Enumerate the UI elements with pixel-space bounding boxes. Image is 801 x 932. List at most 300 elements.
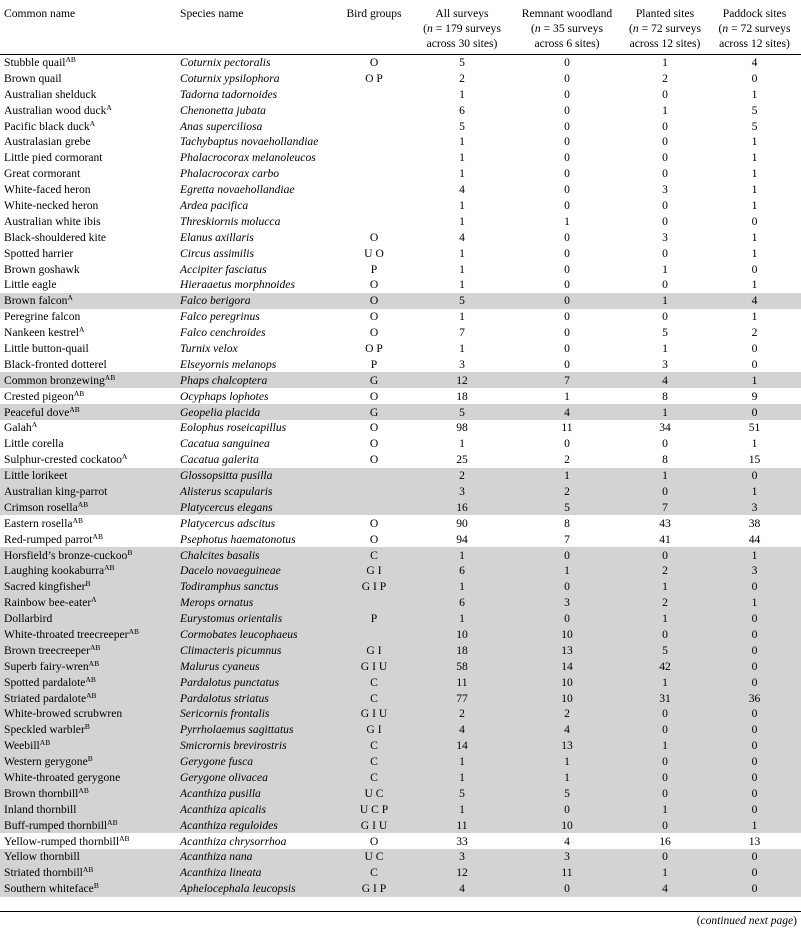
footnote-marker: A — [79, 325, 85, 335]
footnote-marker: A — [67, 293, 73, 303]
paddock-sites-cell: 1 — [751, 230, 758, 244]
species-name-cell: Platycercus elegans — [176, 499, 336, 515]
all-surveys-cell: 4 — [459, 230, 465, 244]
paddock-sites-cell: 1 — [751, 87, 758, 101]
common-name-cell — [0, 150, 176, 166]
bird-groups-cell — [336, 102, 412, 118]
common-name-cell — [0, 801, 176, 817]
species-name-cell: Falco peregrinus — [180, 310, 260, 324]
footnote-marker: A — [106, 102, 112, 112]
species-name-cell: Acanthiza pusilla — [176, 785, 336, 801]
common-name-cell — [0, 611, 176, 627]
common-name: Rainbow bee-eater — [4, 596, 92, 610]
table-row — [0, 627, 801, 643]
remnant-woodland-cell: 2 — [512, 706, 622, 722]
paddock-sites-cell: 0 — [708, 881, 801, 897]
common-name-cell — [0, 499, 176, 515]
paddock-sites-cell: 1 — [751, 437, 758, 451]
paddock-sites-cell: 5 — [751, 103, 758, 117]
common-name: Striated thornbill — [4, 866, 83, 880]
paddock-sites-cell: 1 — [751, 278, 758, 292]
table-row — [0, 722, 801, 738]
table-row — [0, 452, 801, 468]
all-surveys-cell: 1 — [412, 579, 512, 595]
table-row — [0, 118, 801, 134]
planted-sites-cell: 43 — [659, 516, 671, 530]
all-surveys-cell: 4 — [412, 881, 512, 897]
planted-sites-cell: 0 — [662, 437, 668, 451]
species-name-cell: Turnix velox — [180, 341, 238, 355]
all-surveys-cell: 1 — [459, 246, 465, 260]
bird-groups-cell: U O — [364, 246, 384, 260]
common-name: Common bronzewing — [4, 373, 105, 387]
species-name-cell: Sericornis frontalis — [176, 706, 336, 722]
header-line: Bird groups — [346, 7, 402, 20]
remnant-woodland-cell: 10 — [512, 817, 622, 833]
table-row — [0, 261, 801, 277]
remnant-woodland-cell: 0 — [564, 135, 570, 149]
common-name: Crimson rosella — [4, 500, 78, 514]
common-name: Yellow thornbill — [4, 850, 80, 864]
all-surveys-cell: 5 — [459, 55, 465, 69]
planted-sites-cell: 0 — [662, 198, 668, 212]
remnant-woodland-cell: 14 — [512, 658, 622, 674]
remnant-woodland-cell: 1 — [512, 468, 622, 484]
table-row — [0, 468, 801, 484]
bird-groups-cell: G I U — [336, 658, 412, 674]
bird-groups-cell — [336, 213, 412, 229]
bird-groups-cell: C — [336, 865, 412, 881]
all-surveys-cell: 3 — [412, 849, 512, 865]
all-surveys-cell: 58 — [412, 658, 512, 674]
planted-sites-cell: 41 — [659, 532, 671, 546]
remnant-woodland-cell: 0 — [564, 357, 570, 371]
bird-groups-cell: P — [370, 262, 378, 276]
remnant-woodland-cell: 0 — [564, 119, 570, 133]
paddock-sites-cell: 1 — [708, 817, 801, 833]
continued-note — [697, 915, 797, 927]
common-name-cell — [0, 293, 176, 309]
remnant-woodland-cell: 1 — [512, 563, 622, 579]
common-name-cell — [0, 277, 176, 293]
footnote-marker: AB — [77, 499, 89, 509]
planted-sites-cell: 1 — [622, 579, 708, 595]
species-name-cell: Ocyphaps lophotes — [180, 389, 269, 403]
table-row — [0, 658, 801, 674]
all-surveys-cell: 2 — [459, 71, 465, 85]
species-name-cell: Egretta novaehollandiae — [180, 183, 295, 197]
remnant-woodland-cell: 2 — [564, 453, 570, 467]
table-row — [0, 277, 801, 293]
paddock-sites-cell: 0 — [708, 849, 801, 865]
common-name-cell — [0, 531, 176, 547]
planted-sites-cell: 0 — [622, 817, 708, 833]
planted-sites-cell: 1 — [662, 341, 668, 355]
all-surveys-cell: 33 — [456, 834, 468, 848]
common-name: Australian wood duck — [4, 103, 107, 117]
paddock-sites-cell: 1 — [751, 183, 758, 197]
common-name: Australasian grebe — [4, 135, 91, 149]
planted-sites-cell: 3 — [662, 357, 668, 371]
species-name-cell: Acanthiza apicalis — [176, 801, 336, 817]
species-name-cell: Tadorna tadornoides — [180, 87, 278, 101]
bird-groups-cell — [336, 86, 412, 102]
common-name: Speckled warbler — [4, 723, 85, 737]
species-name-cell: Acanthiza lineata — [176, 865, 336, 881]
common-name: Horsfield’s bronze-cuckoo — [4, 548, 128, 562]
planted-sites-cell: 5 — [622, 642, 708, 658]
bird-groups-cell: O — [369, 437, 379, 451]
table-row — [0, 579, 801, 595]
species-name-cell: Platycercus adscitus — [180, 516, 276, 530]
common-name-cell — [0, 134, 176, 150]
remnant-woodland-cell: 5 — [512, 499, 622, 515]
table-row — [0, 229, 801, 245]
planted-sites-cell: 7 — [622, 499, 708, 515]
bird-groups-cell — [336, 150, 412, 166]
paddock-sites-cell: 4 — [708, 293, 801, 309]
table-row — [0, 499, 801, 515]
bird-groups-cell: G I — [336, 642, 412, 658]
common-name: Peaceful dove — [4, 405, 70, 419]
planted-sites-cell: 0 — [662, 87, 668, 101]
species-name-cell: Hieraaetus morphnoides — [180, 278, 295, 292]
all-surveys-cell: 1 — [459, 341, 465, 355]
paddock-sites-cell: 1 — [751, 246, 758, 260]
common-name-cell — [0, 54, 176, 70]
common-name-cell — [0, 658, 176, 674]
paddock-sites-cell: 1 — [708, 547, 801, 563]
common-name: Superb fairy-wren — [4, 659, 89, 673]
bird-groups-cell: O — [369, 55, 379, 69]
all-surveys-cell: 1 — [459, 167, 465, 181]
all-surveys-cell: 2 — [412, 706, 512, 722]
common-name-cell — [0, 213, 176, 229]
remnant-woodland-cell: 7 — [512, 372, 622, 388]
common-name: Eastern rosella — [4, 516, 73, 530]
common-name-cell — [0, 86, 176, 102]
footnote-marker: AB — [88, 658, 100, 668]
planted-sites-cell: 1 — [622, 404, 708, 420]
footnote-marker: AB — [82, 865, 94, 875]
remnant-woodland-cell: 10 — [512, 627, 622, 643]
paddock-sites-cell: 1 — [708, 372, 801, 388]
table-row — [0, 54, 801, 70]
table-row — [0, 674, 801, 690]
common-name-cell — [0, 70, 176, 86]
bird-groups-cell: G — [336, 372, 412, 388]
planted-sites-cell: 1 — [622, 865, 708, 881]
remnant-woodland-cell: 1 — [564, 214, 570, 228]
all-surveys-cell: 12 — [412, 865, 512, 881]
remnant-woodland-cell: 0 — [512, 801, 622, 817]
paddock-sites-cell: 0 — [708, 404, 801, 420]
common-name: Australian white ibis — [4, 214, 101, 228]
bird-groups-cell: G I U — [336, 817, 412, 833]
header-common-name — [0, 2, 176, 54]
all-surveys-cell: 1 — [412, 754, 512, 770]
table-row — [0, 531, 801, 547]
common-name-cell — [0, 484, 176, 500]
paddock-sites-cell: 0 — [708, 642, 801, 658]
paddock-sites-cell: 51 — [748, 421, 761, 435]
remnant-woodland-cell: 2 — [512, 484, 622, 500]
species-name-cell: Geopelia placida — [176, 404, 336, 420]
planted-sites-cell: 0 — [622, 849, 708, 865]
bird-groups-cell — [336, 182, 412, 198]
common-name-cell — [0, 881, 176, 897]
common-name: Buff-rumped thornbill — [4, 818, 108, 832]
planted-sites-cell: 34 — [659, 421, 671, 435]
header-line: (n = 72 surveys — [718, 22, 791, 35]
planted-sites-cell: 0 — [622, 547, 708, 563]
all-surveys-cell: 1 — [459, 278, 465, 292]
header-line: Paddock sites — [722, 7, 787, 20]
bird-groups-cell — [336, 198, 412, 214]
bird-groups-cell: O — [336, 293, 412, 309]
planted-sites-cell: 0 — [662, 119, 668, 133]
common-name: Black-shouldered kite — [4, 230, 107, 244]
common-name: White-throated treecreeper — [4, 628, 129, 641]
paddock-sites-cell: 38 — [748, 516, 761, 530]
common-name: Brown goshawk — [4, 262, 80, 276]
common-name-cell — [0, 563, 176, 579]
table-row — [0, 245, 801, 261]
paddock-sites-cell: 0 — [708, 770, 801, 786]
species-name-cell: Falco cenchroides — [180, 326, 266, 340]
bird-groups-cell: C — [336, 738, 412, 754]
header-line: All surveys — [435, 7, 489, 20]
common-name-cell — [0, 785, 176, 801]
paddock-sites-cell: 0 — [708, 785, 801, 801]
species-name-cell: Coturnix ypsilophora — [180, 71, 280, 85]
footnote-marker: AB — [104, 563, 115, 573]
table-row — [0, 785, 801, 801]
species-name-cell: Elseyornis melanops — [180, 357, 277, 371]
header-line: (n = 35 surveys — [531, 22, 603, 35]
planted-sites-cell: 8 — [662, 389, 668, 403]
common-name: White-necked heron — [4, 198, 99, 212]
common-name: Red-rumped parrot — [4, 532, 93, 546]
planted-sites-cell: 1 — [622, 738, 708, 754]
table-row — [0, 706, 801, 722]
header-line: across 12 sites) — [719, 37, 790, 50]
remnant-woodland-cell: 0 — [564, 71, 570, 85]
species-name-cell: Cacatua sanguinea — [180, 437, 270, 451]
all-surveys-cell: 98 — [456, 421, 468, 435]
common-name-cell — [0, 579, 176, 595]
species-name-cell: Pardalotus punctatus — [176, 674, 336, 690]
bird-groups-cell: C — [336, 754, 412, 770]
header-line: Common name — [4, 7, 76, 20]
all-surveys-cell: 2 — [412, 468, 512, 484]
common-name-cell — [0, 595, 176, 611]
planted-sites-cell: 0 — [662, 278, 668, 292]
table-bottom-rule — [0, 911, 801, 912]
all-surveys-cell: 6 — [459, 103, 465, 117]
remnant-woodland-cell: 0 — [512, 547, 622, 563]
header-line: (n = 72 surveys — [629, 22, 701, 35]
planted-sites-cell: 1 — [662, 262, 668, 276]
common-name: Dollarbird — [4, 612, 53, 626]
species-name-cell: Tachybaptus novaehollandiae — [180, 135, 319, 149]
species-name-cell: Cormobates leucophaeus — [176, 627, 336, 643]
common-name: Southern whiteface — [4, 882, 94, 896]
species-name-cell: Chalcites basalis — [176, 547, 336, 563]
common-name-cell — [0, 849, 176, 865]
all-surveys-cell: 6 — [412, 595, 512, 611]
table-row — [0, 388, 801, 404]
paddock-sites-cell: 0 — [708, 801, 801, 817]
species-name-cell: Gerygone fusca — [176, 754, 336, 770]
bird-groups-cell — [336, 468, 412, 484]
header-all-surveys — [412, 2, 512, 54]
paddock-sites-cell: 1 — [708, 595, 801, 611]
planted-sites-cell: 0 — [622, 770, 708, 786]
planted-sites-cell: 0 — [662, 214, 668, 228]
remnant-woodland-cell: 0 — [564, 87, 570, 101]
planted-sites-cell: 0 — [622, 706, 708, 722]
bird-groups-cell: G I P — [336, 579, 412, 595]
common-name-cell — [0, 515, 176, 531]
remnant-woodland-cell: 0 — [564, 437, 570, 451]
all-surveys-cell: 1 — [412, 547, 512, 563]
paddock-sites-cell: 3 — [708, 499, 801, 515]
footnote-marker: B — [87, 754, 93, 764]
remnant-woodland-cell: 0 — [564, 167, 570, 181]
table-row — [0, 817, 801, 833]
common-name: Little corella — [4, 437, 64, 451]
table-row — [0, 865, 801, 881]
planted-sites-cell: 0 — [662, 246, 668, 260]
planted-sites-cell: 1 — [662, 55, 668, 69]
planted-sites-cell: 2 — [622, 563, 708, 579]
all-surveys-cell: 12 — [412, 372, 512, 388]
bird-groups-cell: O P — [365, 341, 383, 355]
planted-sites-cell: 1 — [622, 468, 708, 484]
paddock-sites-cell: 0 — [751, 71, 758, 85]
paddock-sites-cell: 0 — [708, 738, 801, 754]
common-name-cell — [0, 468, 176, 484]
common-name: Spotted harrier — [4, 246, 74, 260]
bird-groups-cell: P — [336, 611, 412, 627]
common-name: Peregrine falcon — [4, 310, 81, 324]
table-row — [0, 341, 801, 357]
bird-groups-cell: O — [369, 230, 379, 244]
paddock-sites-cell: 0 — [708, 579, 801, 595]
paddock-sites-cell: 1 — [751, 151, 758, 165]
species-name-cell: Todiramphus sanctus — [176, 579, 336, 595]
paddock-sites-cell: 0 — [708, 722, 801, 738]
all-surveys-cell: 1 — [459, 87, 465, 101]
common-name: Australian king-parrot — [4, 484, 108, 498]
species-name-cell: Gerygone olivacea — [176, 770, 336, 786]
footnote-marker: AB — [86, 690, 97, 700]
bird-groups-cell: O — [369, 278, 379, 292]
continued-close-paren: ) — [793, 915, 797, 927]
common-name: Little eagle — [4, 278, 57, 292]
continued-open-paren: ( — [696, 915, 701, 927]
all-surveys-cell: 90 — [456, 516, 468, 530]
common-name-cell — [0, 627, 176, 643]
planted-sites-cell: 0 — [622, 484, 708, 500]
bird-groups-cell: P — [370, 357, 378, 371]
common-name: White-faced heron — [4, 183, 91, 197]
footnote-marker: A — [121, 452, 128, 462]
species-name-cell: Threskiornis molucca — [180, 214, 281, 228]
table-row — [0, 70, 801, 86]
bird-groups-cell: O — [369, 389, 379, 403]
common-name: Pacific black duck — [4, 119, 90, 133]
planted-sites-cell: 31 — [622, 690, 708, 706]
common-name: Brown thornbill — [4, 786, 79, 800]
common-name: Inland thornbill — [4, 802, 77, 816]
header-line: (n = 179 surveys — [423, 22, 501, 35]
common-name-cell — [0, 102, 176, 118]
remnant-woodland-cell: 0 — [564, 341, 570, 355]
all-surveys-cell: 4 — [412, 722, 512, 738]
all-surveys-cell: 1 — [459, 151, 465, 165]
remnant-woodland-cell: 10 — [512, 674, 622, 690]
common-name-cell — [0, 547, 176, 563]
planted-sites-cell: 42 — [622, 658, 708, 674]
all-surveys-cell: 18 — [456, 389, 468, 403]
bird-groups-cell — [336, 595, 412, 611]
footnote-marker: AB — [104, 372, 116, 382]
all-surveys-cell: 5 — [459, 119, 465, 133]
bird-groups-cell: C — [336, 547, 412, 563]
species-survey-table — [0, 2, 801, 897]
footnote-marker: A — [91, 595, 97, 605]
species-name-cell: Malurus cyaneus — [176, 658, 336, 674]
common-name: Little button-quail — [4, 341, 89, 355]
header-line: across 6 sites) — [534, 37, 600, 50]
bird-groups-cell: G I P — [336, 881, 412, 897]
table-row — [0, 102, 801, 118]
species-name-cell: Psephotus haematonotus — [180, 532, 296, 546]
bird-groups-cell — [336, 166, 412, 182]
common-name: White-browed scrubwren — [4, 707, 123, 721]
common-name: Brown falcon — [4, 294, 68, 308]
all-surveys-cell: 10 — [412, 627, 512, 643]
header-species-name — [176, 2, 336, 54]
common-name: Stubble quail — [4, 55, 66, 69]
planted-sites-cell: 5 — [662, 326, 668, 340]
table-row — [0, 293, 801, 309]
remnant-woodland-cell: 10 — [512, 690, 622, 706]
footnote-marker: B — [127, 547, 133, 557]
remnant-woodland-cell: 11 — [512, 865, 622, 881]
remnant-woodland-cell: 0 — [512, 579, 622, 595]
table-row — [0, 690, 801, 706]
remnant-woodland-cell: 0 — [564, 103, 570, 117]
all-surveys-cell: 1 — [412, 801, 512, 817]
common-name: Little pied cormorant — [4, 151, 103, 165]
common-name-cell — [0, 341, 176, 357]
species-name-cell: Ardea pacifica — [180, 198, 249, 212]
all-surveys-cell: 14 — [412, 738, 512, 754]
remnant-woodland-cell: 7 — [564, 532, 570, 546]
remnant-woodland-cell: 4 — [564, 834, 570, 848]
planted-sites-cell: 1 — [622, 611, 708, 627]
table-row — [0, 849, 801, 865]
bird-groups-cell: O — [369, 453, 379, 467]
all-surveys-cell: 1 — [459, 135, 465, 149]
table-row — [0, 325, 801, 341]
bird-groups-cell — [336, 627, 412, 643]
planted-sites-cell: 16 — [659, 834, 671, 848]
common-name-cell — [0, 865, 176, 881]
